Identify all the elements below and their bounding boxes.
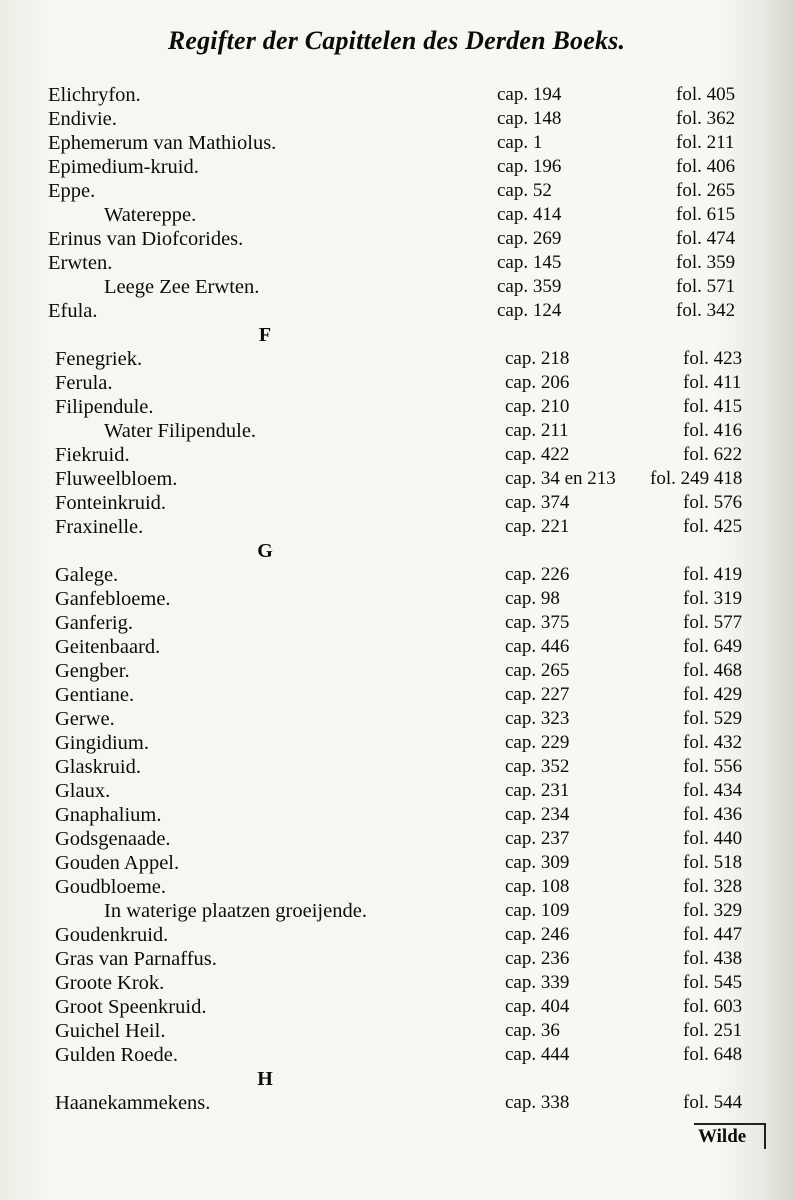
entry-name: Fiekruid.: [55, 444, 130, 466]
folio-ref: fol. 419: [683, 564, 743, 585]
folio-ref: fol. 432: [683, 732, 743, 753]
entry-name: Gras van Parnaffus.: [55, 948, 217, 970]
chapter-ref: cap. 444: [505, 1044, 570, 1065]
chapter-ref: cap. 323: [505, 708, 570, 729]
register-entry: [0, 1019, 793, 1043]
entry-name: Gnaphalium.: [55, 804, 162, 826]
section-letter-row: [0, 323, 793, 347]
entry-name: Gentiane.: [55, 684, 135, 706]
folio-ref: fol. 436: [683, 804, 743, 825]
chapter-ref: cap. 352: [505, 756, 570, 777]
folio-ref: fol. 440: [683, 828, 743, 849]
register-entry: [0, 947, 793, 971]
chapter-ref: cap. 375: [505, 612, 570, 633]
entry-name: Galege.: [55, 564, 119, 586]
chapter-ref: cap. 206: [505, 372, 570, 393]
folio-ref: fol. 405: [676, 84, 736, 105]
chapter-ref: cap. 374: [505, 492, 570, 513]
chapter-ref: cap. 52: [497, 180, 552, 201]
folio-ref: fol. 342: [676, 300, 736, 321]
folio-ref: fol. 622: [683, 444, 743, 465]
chapter-ref: cap. 145: [497, 252, 562, 273]
register-entry: [0, 707, 793, 731]
chapter-ref: cap. 218: [505, 348, 570, 369]
entry-name: Goudbloeme.: [55, 876, 167, 898]
folio-ref: fol. 649: [683, 636, 743, 657]
folio-ref: fol. 603: [683, 996, 743, 1017]
entry-name: Epimedium-kruid.: [48, 156, 199, 178]
register-entry: [0, 563, 793, 587]
chapter-ref: cap. 422: [505, 444, 570, 465]
entry-name: Fenegriek.: [55, 348, 143, 370]
register-entry: [0, 731, 793, 755]
register-entry: [0, 611, 793, 635]
chapter-ref: cap. 237: [505, 828, 570, 849]
folio-ref: fol. 425: [683, 516, 743, 537]
entry-name: Glaskruid.: [55, 756, 141, 778]
folio-ref: fol. 249 418: [650, 468, 743, 489]
section-letter: F: [258, 324, 272, 346]
register-entry: [0, 659, 793, 683]
register-entry: [0, 635, 793, 659]
register-entry: [0, 683, 793, 707]
entry-name: Geitenbaard.: [55, 636, 161, 658]
register-entry: [0, 587, 793, 611]
chapter-ref: cap. 414: [497, 204, 562, 225]
folio-ref: fol. 544: [683, 1092, 743, 1113]
register-entry: [0, 467, 793, 491]
entry-name: Efula.: [48, 300, 98, 322]
register-entry: [0, 203, 793, 227]
entry-name: Glaux.: [55, 780, 111, 802]
register-entry: [0, 275, 793, 299]
register-entry: [0, 803, 793, 827]
register-entry: [0, 1091, 793, 1115]
chapter-ref: cap. 108: [505, 876, 570, 897]
entry-name: Groot Speenkruid.: [55, 996, 207, 1018]
chapter-ref: cap. 231: [505, 780, 570, 801]
chapter-ref: cap. 1: [497, 132, 543, 153]
section-letter: H: [257, 1068, 273, 1090]
chapter-ref: cap. 109: [505, 900, 570, 921]
folio-ref: fol. 429: [683, 684, 743, 705]
register-entry: [0, 299, 793, 323]
folio-ref: fol. 545: [683, 972, 743, 993]
chapter-ref: cap. 359: [497, 276, 562, 297]
chapter-ref: cap. 34 en 213: [505, 468, 616, 489]
register-entry: [0, 227, 793, 251]
entry-name: Gengber.: [55, 660, 130, 682]
folio-ref: fol. 518: [683, 852, 743, 873]
chapter-ref: cap. 339: [505, 972, 570, 993]
folio-ref: fol. 447: [683, 924, 743, 945]
register-entry: [0, 443, 793, 467]
chapter-ref: cap. 194: [497, 84, 562, 105]
folio-ref: fol. 576: [683, 492, 743, 513]
chapter-ref: cap. 210: [505, 396, 570, 417]
chapter-ref: cap. 265: [505, 660, 570, 681]
folio-ref: fol. 406: [676, 156, 736, 177]
entry-name: Fraxinelle.: [55, 516, 144, 538]
entry-name: Elichryfon.: [48, 84, 141, 106]
chapter-ref: cap. 148: [497, 108, 562, 129]
entry-name: Filipendule.: [55, 396, 154, 418]
folio-ref: fol. 556: [683, 756, 743, 777]
folio-ref: fol. 265: [676, 180, 736, 201]
register-entry: [0, 995, 793, 1019]
folio-ref: fol. 328: [683, 876, 743, 897]
chapter-ref: cap. 211: [505, 420, 569, 441]
folio-ref: fol. 468: [683, 660, 743, 681]
chapter-ref: cap. 234: [505, 804, 570, 825]
entry-name: Guichel Heil.: [55, 1020, 166, 1042]
chapter-ref: cap. 226: [505, 564, 570, 585]
register-entry: [0, 923, 793, 947]
entry-name: Ganferig.: [55, 612, 133, 634]
folio-ref: fol. 411: [683, 372, 742, 393]
entry-name: Watereppe.: [104, 204, 197, 226]
register-entry: [0, 83, 793, 107]
entry-name: Gulden Roede.: [55, 1044, 178, 1066]
folio-ref: fol. 251: [683, 1020, 743, 1041]
chapter-ref: cap. 124: [497, 300, 562, 321]
entry-name: Godsgenaade.: [55, 828, 171, 850]
register-entry: [0, 779, 793, 803]
entry-name: Ephemerum van Mathiolus.: [48, 132, 277, 154]
chapter-ref: cap. 36: [505, 1020, 560, 1041]
entry-name: Ganfebloeme.: [55, 588, 171, 610]
chapter-ref: cap. 404: [505, 996, 570, 1017]
register-entry: [0, 515, 793, 539]
chapter-ref: cap. 221: [505, 516, 570, 537]
folio-ref: fol. 529: [683, 708, 743, 729]
chapter-ref: cap. 196: [497, 156, 562, 177]
section-letter: G: [257, 540, 273, 562]
page-header-title: Regifter der Capittelen des Derden Boeks.: [167, 26, 626, 55]
folio-ref: fol. 423: [683, 348, 743, 369]
register-entry: [0, 179, 793, 203]
entry-name: Water Filipendule.: [104, 420, 257, 442]
entry-name: Gingidium.: [55, 732, 149, 754]
register-entry: [0, 107, 793, 131]
entry-name: Goudenkruid.: [55, 924, 169, 946]
register-entry: [0, 875, 793, 899]
entry-name: Erinus van Diofcorides.: [48, 228, 244, 250]
chapter-ref: cap. 229: [505, 732, 570, 753]
section-letter-row: [0, 1067, 793, 1091]
folio-ref: fol. 416: [683, 420, 743, 441]
entry-name: Ferula.: [55, 372, 113, 394]
entry-name: Leege Zee Erwten.: [104, 276, 260, 298]
chapter-ref: cap. 236: [505, 948, 570, 969]
register-entry: [0, 419, 793, 443]
folio-ref: fol. 362: [676, 108, 736, 129]
entry-name: Fluweelbloem.: [55, 468, 178, 490]
entry-name: Gouden Appel.: [55, 852, 180, 874]
folio-ref: fol. 648: [683, 1044, 743, 1065]
folio-ref: fol. 359: [676, 252, 736, 273]
chapter-ref: cap. 246: [505, 924, 570, 945]
section-letter-row: [0, 539, 793, 563]
folio-ref: fol. 434: [683, 780, 743, 801]
chapter-ref: cap. 98: [505, 588, 560, 609]
register-entry: [0, 899, 793, 923]
entry-name: Erwten.: [48, 252, 113, 274]
entry-name: Groote Krok.: [55, 972, 165, 994]
entry-name: Gerwe.: [55, 708, 115, 730]
register-entry: [0, 395, 793, 419]
folio-ref: fol. 474: [676, 228, 736, 249]
folio-ref: fol. 211: [676, 132, 735, 153]
register-entry: [0, 251, 793, 275]
chapter-ref: cap. 227: [505, 684, 570, 705]
folio-ref: fol. 438: [683, 948, 743, 969]
register-entry: [0, 851, 793, 875]
folio-ref: fol. 571: [676, 276, 736, 297]
catchword: Wilde: [694, 1123, 766, 1149]
register-entry: [0, 971, 793, 995]
entry-name: Eppe.: [48, 180, 96, 202]
entry-name: Haanekammekens.: [55, 1092, 211, 1114]
chapter-ref: cap. 309: [505, 852, 570, 873]
entry-name: Endivie.: [48, 108, 117, 130]
entry-name: Fonteinkruid.: [55, 492, 167, 514]
register-entry: [0, 371, 793, 395]
register-entry: [0, 1043, 793, 1067]
register-entry: [0, 347, 793, 371]
register-entry: [0, 755, 793, 779]
folio-ref: fol. 577: [683, 612, 743, 633]
folio-ref: fol. 415: [683, 396, 743, 417]
folio-ref: fol. 319: [683, 588, 743, 609]
chapter-ref: cap. 338: [505, 1092, 570, 1113]
register-entry: [0, 827, 793, 851]
chapter-ref: cap. 446: [505, 636, 570, 657]
register-entry: [0, 155, 793, 179]
register-entry: [0, 491, 793, 515]
folio-ref: fol. 329: [683, 900, 743, 921]
folio-ref: fol. 615: [676, 204, 736, 225]
entry-name: In waterige plaatzen groeijende.: [104, 900, 367, 922]
register-entry: [0, 131, 793, 155]
chapter-ref: cap. 269: [497, 228, 562, 249]
